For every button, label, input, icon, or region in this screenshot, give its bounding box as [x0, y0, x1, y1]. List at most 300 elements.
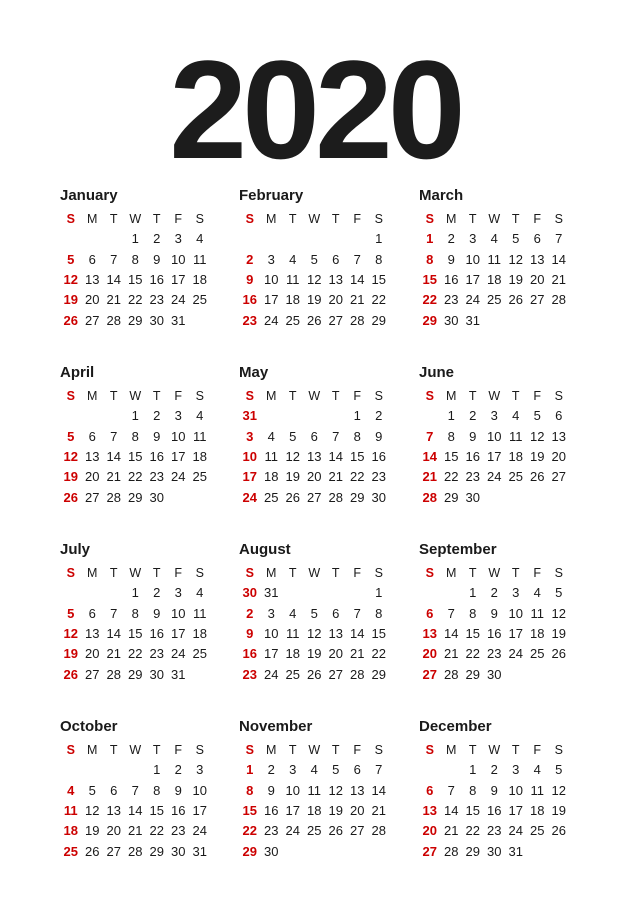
week-row	[239, 310, 399, 330]
month-october	[60, 718, 220, 862]
weekday-label: M	[266, 389, 277, 404]
week-row	[239, 644, 399, 664]
weekday-header	[60, 563, 220, 583]
day-cell: 31	[171, 666, 186, 682]
day-cell: 4	[310, 762, 318, 778]
day-cell: 17	[508, 626, 523, 642]
day-cell: 27	[328, 666, 343, 682]
day-cell: 24	[264, 666, 279, 682]
day-cell: 16	[371, 449, 386, 465]
day-cell: 4	[289, 605, 297, 621]
day-cell: 9	[447, 251, 455, 267]
day-cell: 3	[469, 231, 477, 247]
day-cell: 25	[307, 823, 322, 839]
weekday-label: T	[331, 389, 340, 404]
day-cell: 27	[328, 312, 343, 328]
day-cell: 2	[447, 231, 455, 247]
weekday-label: T	[152, 566, 161, 581]
month-name: June	[419, 364, 455, 381]
day-cell: 7	[110, 251, 118, 267]
day-cell: 3	[490, 408, 498, 424]
day-cell: 18	[530, 803, 545, 819]
weekday-label: W	[129, 566, 142, 581]
day-cell: 16	[487, 803, 502, 819]
day-cell: 24	[171, 646, 186, 662]
day-cell: 17	[285, 803, 300, 819]
day-cell: 18	[192, 272, 207, 288]
week-row	[419, 290, 579, 310]
day-cell: 5	[67, 428, 75, 444]
day-cell: 30	[149, 489, 164, 505]
day-cell: 30	[487, 843, 502, 859]
day-cell: 20	[422, 646, 437, 662]
day-cell: 30	[465, 489, 480, 505]
day-cell: 26	[63, 312, 78, 328]
week-row	[60, 250, 220, 270]
day-cell: 1	[375, 231, 383, 247]
week-row	[419, 644, 579, 664]
day-cell: 20	[106, 823, 121, 839]
weekday-label: T	[331, 212, 340, 227]
day-cell: 4	[196, 585, 204, 601]
day-cell: 26	[307, 666, 322, 682]
day-cell: 29	[242, 843, 257, 859]
weekday-label: T	[152, 743, 161, 758]
day-cell: 23	[149, 469, 164, 485]
day-cell: 19	[63, 646, 78, 662]
day-cell: 24	[192, 823, 207, 839]
day-cell: 19	[328, 803, 343, 819]
day-cell: 5	[533, 408, 541, 424]
day-cell: 4	[67, 782, 75, 798]
week-row	[419, 801, 579, 821]
weekday-header	[239, 386, 399, 406]
month-may	[239, 364, 399, 508]
day-cell: 17	[171, 626, 186, 642]
weekday-label: M	[446, 743, 457, 758]
week-row	[419, 841, 579, 861]
day-cell: 4	[512, 408, 520, 424]
day-cell: 24	[242, 489, 257, 505]
week-row	[60, 841, 220, 861]
day-cell: 9	[174, 782, 182, 798]
day-cell: 10	[508, 605, 523, 621]
day-cell: 10	[487, 428, 502, 444]
weekday-header	[60, 740, 220, 760]
day-cell: 7	[375, 762, 383, 778]
weekday-label: M	[87, 566, 98, 581]
day-cell: 14	[444, 626, 459, 642]
day-cell: 8	[375, 605, 383, 621]
day-cell: 11	[193, 605, 207, 621]
day-cell: 17	[171, 449, 186, 465]
weekday-label: S	[554, 389, 563, 404]
weekday-label: T	[109, 743, 118, 758]
day-cell: 25	[487, 292, 502, 308]
day-cell: 21	[128, 823, 143, 839]
week-row	[60, 624, 220, 644]
day-cell: 14	[106, 626, 121, 642]
day-cell: 29	[422, 312, 437, 328]
day-cell: 8	[246, 782, 254, 798]
day-cell: 30	[149, 312, 164, 328]
day-cell: 22	[242, 823, 257, 839]
day-cell: 2	[469, 408, 477, 424]
day-cell: 5	[555, 585, 563, 601]
day-cell: 21	[551, 272, 566, 288]
day-cell: 11	[530, 782, 544, 798]
month-december	[419, 718, 579, 862]
weekday-label: T	[331, 743, 340, 758]
day-cell: 26	[328, 823, 343, 839]
day-cell: 9	[267, 782, 275, 798]
day-cell: 20	[85, 292, 100, 308]
day-cell: 27	[106, 843, 121, 859]
day-cell: 4	[289, 251, 297, 267]
day-cell: 24	[465, 292, 480, 308]
day-cell: 28	[444, 666, 459, 682]
day-cell: 11	[63, 803, 78, 819]
day-cell: 21	[106, 646, 121, 662]
day-cell: 10	[264, 626, 279, 642]
day-cell: 15	[465, 626, 480, 642]
day-cell: 11	[530, 605, 544, 621]
weekday-label: S	[425, 743, 434, 758]
day-cell: 25	[264, 489, 279, 505]
day-cell: 1	[153, 762, 161, 778]
day-cell: 9	[469, 428, 477, 444]
weekday-label: M	[87, 212, 98, 227]
day-cell: 17	[465, 272, 480, 288]
day-cell: 8	[426, 251, 434, 267]
day-cell: 6	[533, 231, 541, 247]
month-name: February	[239, 187, 304, 204]
weekday-label: M	[446, 389, 457, 404]
day-cell: 22	[128, 646, 143, 662]
day-cell: 10	[285, 782, 300, 798]
day-cell: 21	[444, 823, 459, 839]
day-cell: 7	[110, 428, 118, 444]
day-cell: 14	[444, 803, 459, 819]
weekday-header	[239, 563, 399, 583]
weekday-header	[419, 209, 579, 229]
month-name: November	[239, 718, 313, 735]
day-cell: 31	[264, 585, 279, 601]
day-cell: 25	[530, 823, 545, 839]
weekday-label: W	[308, 566, 321, 581]
day-cell: 14	[422, 449, 437, 465]
weekday-header	[60, 209, 220, 229]
day-cell: 29	[149, 843, 164, 859]
weekday-label: T	[511, 566, 520, 581]
weekday-label: T	[468, 743, 477, 758]
day-cell: 8	[447, 428, 455, 444]
day-cell: 3	[512, 762, 520, 778]
day-cell: 18	[192, 449, 207, 465]
week-row	[60, 604, 220, 624]
day-cell: 28	[551, 292, 566, 308]
day-cell: 13	[85, 272, 100, 288]
day-cell: 3	[267, 251, 275, 267]
day-cell: 21	[422, 469, 437, 485]
weekday-label: S	[66, 389, 75, 404]
day-cell: 7	[447, 605, 455, 621]
weekday-label: S	[374, 212, 383, 227]
day-cell: 12	[63, 626, 78, 642]
day-cell: 9	[246, 272, 254, 288]
month-name: January	[60, 187, 118, 204]
day-cell: 3	[512, 585, 520, 601]
day-cell: 7	[426, 428, 434, 444]
day-cell: 6	[426, 605, 434, 621]
day-cell: 28	[106, 312, 121, 328]
weekday-label: T	[468, 566, 477, 581]
week-row	[239, 821, 399, 841]
day-cell: 15	[149, 803, 164, 819]
day-cell: 30	[149, 666, 164, 682]
day-cell: 5	[512, 231, 520, 247]
month-july	[60, 541, 220, 685]
week-row	[239, 406, 399, 426]
day-cell: 31	[192, 843, 207, 859]
weekday-label: S	[554, 743, 563, 758]
day-cell: 18	[192, 626, 207, 642]
day-cell: 20	[530, 272, 545, 288]
day-cell: 25	[530, 646, 545, 662]
weekday-label: M	[266, 743, 277, 758]
day-cell: 17	[242, 469, 257, 485]
day-cell: 17	[171, 272, 186, 288]
day-cell: 6	[88, 605, 96, 621]
day-cell: 15	[350, 449, 365, 465]
week-row	[419, 406, 579, 426]
day-cell: 19	[85, 823, 100, 839]
weekday-label: F	[533, 212, 542, 227]
week-row	[419, 229, 579, 249]
day-cell: 2	[153, 585, 161, 601]
day-cell: 25	[192, 646, 207, 662]
month-august	[239, 541, 399, 685]
day-cell: 19	[508, 272, 523, 288]
day-cell: 24	[508, 646, 523, 662]
weekday-label: S	[195, 743, 204, 758]
day-cell: 15	[465, 803, 480, 819]
day-cell: 31	[242, 408, 257, 424]
day-cell: 11	[487, 251, 501, 267]
day-cell: 1	[131, 231, 139, 247]
day-cell: 7	[555, 231, 563, 247]
weekday-label: S	[245, 743, 254, 758]
day-cell: 11	[286, 272, 300, 288]
weekday-label: M	[446, 566, 457, 581]
week-row	[60, 229, 220, 249]
day-cell: 2	[246, 605, 254, 621]
day-cell: 24	[171, 292, 186, 308]
day-cell: 13	[85, 626, 100, 642]
day-cell: 28	[106, 489, 121, 505]
day-cell: 21	[350, 646, 365, 662]
day-cell: 15	[128, 626, 143, 642]
day-cell: 23	[171, 823, 186, 839]
weekday-label: S	[195, 389, 204, 404]
week-row	[60, 781, 220, 801]
weekday-header	[239, 740, 399, 760]
day-cell: 14	[106, 272, 121, 288]
day-cell: 28	[350, 666, 365, 682]
week-row	[239, 801, 399, 821]
day-cell: 24	[508, 823, 523, 839]
day-cell: 5	[289, 428, 297, 444]
day-cell: 22	[128, 469, 143, 485]
day-cell: 13	[350, 782, 365, 798]
day-cell: 8	[131, 605, 139, 621]
day-cell: 15	[128, 272, 143, 288]
day-cell: 10	[171, 251, 186, 267]
day-cell: 27	[85, 312, 100, 328]
day-cell: 1	[375, 585, 383, 601]
day-cell: 25	[285, 666, 300, 682]
day-cell: 8	[153, 782, 161, 798]
week-row	[60, 664, 220, 684]
day-cell: 13	[328, 626, 343, 642]
day-cell: 4	[533, 585, 541, 601]
weekday-label: M	[87, 389, 98, 404]
weekday-header	[419, 740, 579, 760]
week-row	[419, 467, 579, 487]
day-cell: 26	[307, 312, 322, 328]
day-cell: 22	[465, 823, 480, 839]
day-cell: 27	[307, 489, 322, 505]
day-cell: 20	[551, 449, 566, 465]
weekday-label: F	[533, 566, 542, 581]
day-cell: 22	[149, 823, 164, 839]
day-cell: 12	[551, 782, 566, 798]
day-cell: 15	[444, 449, 459, 465]
weekday-label: S	[245, 212, 254, 227]
month-name: May	[239, 364, 269, 381]
day-cell: 19	[307, 292, 322, 308]
day-cell: 30	[487, 666, 502, 682]
month-name: March	[419, 187, 464, 204]
weekday-label: T	[288, 743, 297, 758]
day-cell: 29	[128, 666, 143, 682]
day-cell: 9	[375, 428, 383, 444]
day-cell: 19	[551, 626, 566, 642]
day-cell: 16	[487, 626, 502, 642]
weekday-label: S	[554, 566, 563, 581]
week-row	[239, 290, 399, 310]
weekday-header	[419, 386, 579, 406]
day-cell: 17	[264, 292, 279, 308]
day-cell: 6	[110, 782, 118, 798]
day-cell: 9	[153, 605, 161, 621]
day-cell: 2	[490, 585, 498, 601]
weekday-label: F	[174, 566, 183, 581]
day-cell: 28	[328, 489, 343, 505]
week-row	[419, 487, 579, 507]
month-name: August	[239, 541, 291, 558]
day-cell: 6	[332, 251, 340, 267]
day-cell: 15	[128, 449, 143, 465]
day-cell: 8	[375, 251, 383, 267]
month-name: July	[60, 541, 91, 558]
weekday-label: S	[554, 212, 563, 227]
day-cell: 5	[555, 762, 563, 778]
day-cell: 1	[131, 408, 139, 424]
day-cell: 22	[371, 292, 386, 308]
day-cell: 18	[530, 626, 545, 642]
week-row	[419, 310, 579, 330]
week-row	[239, 270, 399, 290]
day-cell: 22	[128, 292, 143, 308]
month-name: December	[419, 718, 492, 735]
day-cell: 6	[426, 782, 434, 798]
day-cell: 19	[551, 803, 566, 819]
weekday-label: T	[288, 566, 297, 581]
month-march	[419, 187, 579, 331]
day-cell: 10	[264, 272, 279, 288]
week-row	[419, 760, 579, 780]
day-cell: 2	[267, 762, 275, 778]
weekday-label: S	[245, 389, 254, 404]
day-cell: 6	[88, 428, 96, 444]
week-row	[60, 467, 220, 487]
day-cell: 16	[242, 292, 257, 308]
day-cell: 31	[171, 312, 186, 328]
weekday-label: W	[488, 566, 501, 581]
weekday-label: T	[468, 212, 477, 227]
day-cell: 20	[307, 469, 322, 485]
weekday-label: S	[374, 566, 383, 581]
day-cell: 23	[149, 646, 164, 662]
day-cell: 23	[371, 469, 386, 485]
day-cell: 14	[350, 626, 365, 642]
week-row	[60, 310, 220, 330]
day-cell: 22	[465, 646, 480, 662]
day-cell: 25	[508, 469, 523, 485]
weekday-label: S	[425, 389, 434, 404]
week-row	[239, 229, 399, 249]
weekday-label: S	[66, 212, 75, 227]
day-cell: 5	[332, 762, 340, 778]
month-april	[60, 364, 220, 508]
day-cell: 14	[128, 803, 143, 819]
day-cell: 27	[422, 666, 437, 682]
weekday-label: S	[374, 389, 383, 404]
day-cell: 7	[332, 428, 340, 444]
day-cell: 9	[490, 605, 498, 621]
day-cell: 11	[286, 626, 300, 642]
week-row	[239, 604, 399, 624]
day-cell: 1	[131, 585, 139, 601]
day-cell: 4	[533, 762, 541, 778]
weekday-label: S	[66, 743, 75, 758]
month-june	[419, 364, 579, 508]
day-cell: 11	[193, 428, 207, 444]
day-cell: 16	[242, 646, 257, 662]
day-cell: 1	[469, 762, 477, 778]
week-row	[419, 604, 579, 624]
day-cell: 19	[307, 646, 322, 662]
weekday-label: T	[109, 566, 118, 581]
day-cell: 6	[353, 762, 361, 778]
day-cell: 18	[508, 449, 523, 465]
day-cell: 27	[350, 823, 365, 839]
day-cell: 20	[85, 646, 100, 662]
weekday-label: W	[129, 212, 142, 227]
day-cell: 15	[371, 272, 386, 288]
day-cell: 13	[328, 272, 343, 288]
